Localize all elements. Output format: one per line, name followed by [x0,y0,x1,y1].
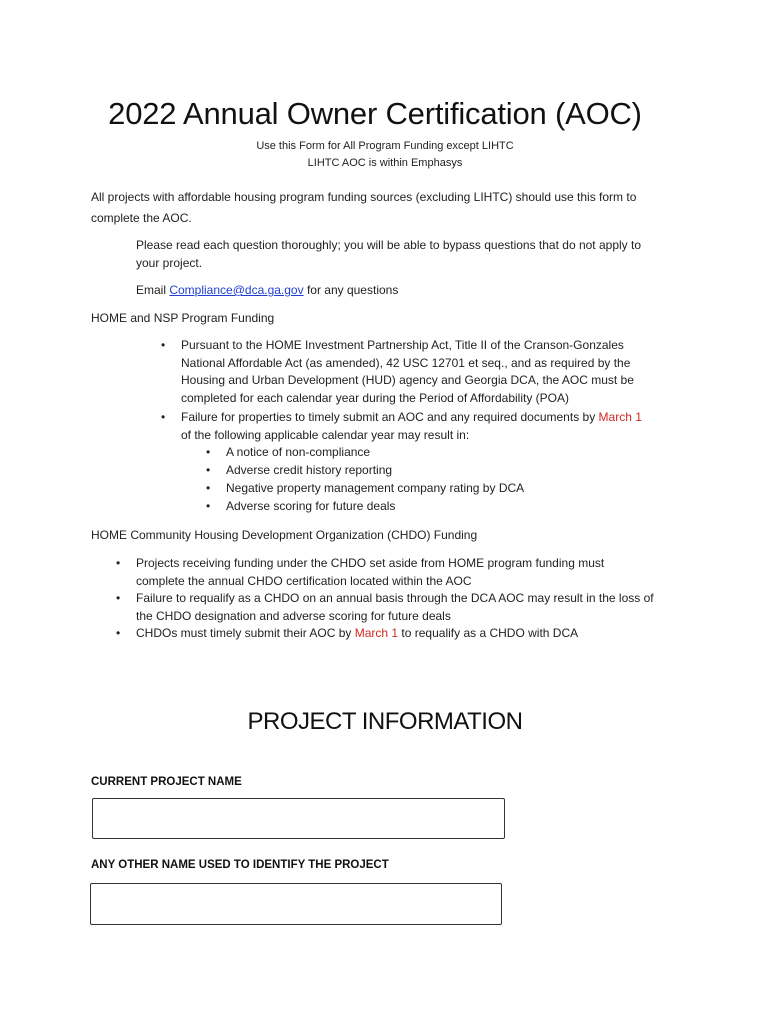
other-name-label: ANY OTHER NAME USED TO IDENTIFY THE PROJECT [91,859,389,871]
home-nsp-list [161,337,681,444]
list-item: • Failure for properties to timely submit an AOC and any required documents by March 1 of the following applicable calendar year may result in: [161,410,642,442]
list-item: • Adverse scoring for future deals [226,498,666,516]
list-item: • Adverse credit history reporting [226,462,666,480]
bullet-icon: • [206,481,211,495]
email-line [136,282,398,300]
section-heading: PROJECT INFORMATION [247,708,523,735]
list-item: • Negative property management company rating by DCA [226,480,666,498]
read-instructions [136,237,696,272]
consequences-list [206,444,666,516]
list-item: • Projects receiving funding under the CHDO set aside from HOME program funding must complete the annual CHDO certification located within the AOC [116,556,605,588]
deadline-date: March 1 [598,410,642,424]
bullet-icon: • [161,410,166,424]
bullet-icon: • [206,463,211,477]
deadline-date: March 1 [354,626,399,640]
list-item: • A notice of non-compliance [226,444,666,462]
email-prefix: Email [136,283,170,297]
bullet-icon: • [116,591,121,605]
bullet-icon: • [206,499,211,513]
chdo-list [116,555,696,643]
subtitle-form-usage: Use this Form for All Program Funding except LIHTC [256,140,514,152]
list-item: • CHDOs must timely submit their AOC by March 1 to requalify as a CHDO with DCA [136,625,696,643]
list-item: • Pursuant to the HOME Investment Partnership Act, Title II of the Cranson-Gonzales National Affordable Act (as amended), 42 USC 12701 et seq., and as required by the Housing and Urban Development (HUD) agency and Georgia DCA, the AOC must be completed for each calendar year during the Period of Affordability (POA) [161,338,634,405]
email-link[interactable]: Compliance@dca.ga.gov [169,283,304,297]
home-nsp-heading: HOME and NSP Program Funding [91,311,275,325]
other-name-field[interactable] [90,883,502,925]
project-name-field[interactable] [92,798,505,839]
subtitle-lihtc-note: LIHTC AOC is within Emphasys [307,157,463,169]
email-suffix: for any questions [303,283,399,297]
bullet-icon: • [161,338,166,352]
notice-line-2: complete the AOC. [91,210,192,225]
read-line-2: your project. [136,255,203,270]
bullet-icon: • [206,445,211,459]
notice-line-1: All projects with affordable housing program funding sources (excluding LIHTC) should use this form to [91,190,637,204]
notice-text [91,189,691,227]
bullet-icon: • [116,556,121,570]
bullet-icon: • [116,626,121,640]
read-line-1: Please read each question thoroughly; you will be able to bypass questions that do not apply to [136,238,642,252]
list-item: • Failure to requalify as a CHDO on an annual basis through the DCA AOC may result in the loss of the CHDO designation and adverse scoring for future deals [116,591,654,623]
page-title: 2022 Annual Owner Certification (AOC) [108,96,642,131]
chdo-heading: HOME Community Housing Development Organization (CHDO) Funding [91,528,478,542]
project-name-label: CURRENT PROJECT NAME [91,776,242,788]
